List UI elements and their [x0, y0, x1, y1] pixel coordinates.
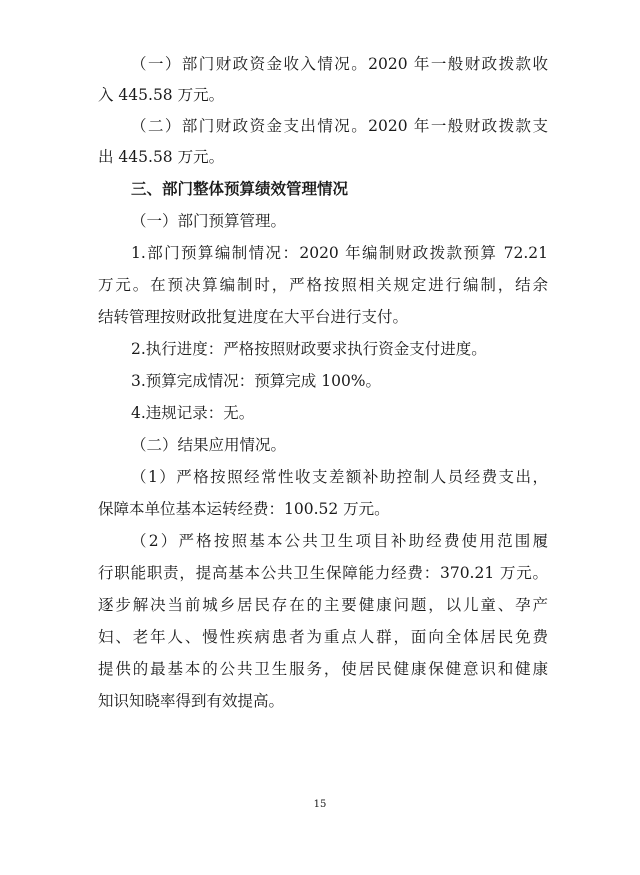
text-line: 结转管理按财政批复进度在大平台进行支付。 [98, 308, 409, 326]
text-line: 出 445.58 万元。 [98, 148, 225, 166]
text-line: 妇、老年人、慢性疾病患者为重点人群，面向全体居民免费 [98, 628, 548, 646]
text-line: 提供的最基本的公共卫生服务，使居民健康保健意识和健康 [98, 660, 548, 678]
text-line: 万元。在预决算编制时，严格按照相关规定进行编制，结余 [98, 276, 548, 294]
text-line: （1）严格按照经常性收支差额补助控制人员经费支出， [131, 468, 548, 486]
text-line: 4.违规记录：无。 [131, 404, 255, 422]
text-line: 行职能职责，提高基本公共卫生保障能力经费：370.21 万元。 [98, 564, 548, 582]
text-line: （一）部门财政资金收入情况。2020 年一般财政拨款收 [131, 55, 548, 73]
text-line: 1.部门预算编制情况：2020 年编制财政拨款预算 72.21 [131, 244, 548, 262]
text-line: （一）部门预算管理。 [131, 212, 287, 230]
page-number: 15 [313, 799, 327, 810]
text-line: 入 445.58 万元。 [98, 86, 225, 104]
text-line: （二）部门财政资金支出情况。2020 年一般财政拨款支 [131, 117, 548, 135]
text-line: 保障本单位基本运转经费：100.52 万元。 [98, 500, 390, 518]
text-line: （二）结果应用情况。 [131, 436, 287, 454]
text-line: 逐步解决当前城乡居民存在的主要健康问题，以儿童、孕产 [98, 596, 548, 614]
section-heading: 三、部门整体预算绩效管理情况 [131, 180, 349, 198]
text-line: （2）严格按照基本公共卫生项目补助经费使用范围履 [131, 532, 548, 550]
text-line: 3.预算完成情况：预算完成 100%。 [131, 372, 382, 390]
text-line: 知识知晓率得到有效提高。 [98, 692, 285, 710]
text-line: 2.执行进度：严格按照财政要求执行资金支付进度。 [131, 340, 487, 358]
